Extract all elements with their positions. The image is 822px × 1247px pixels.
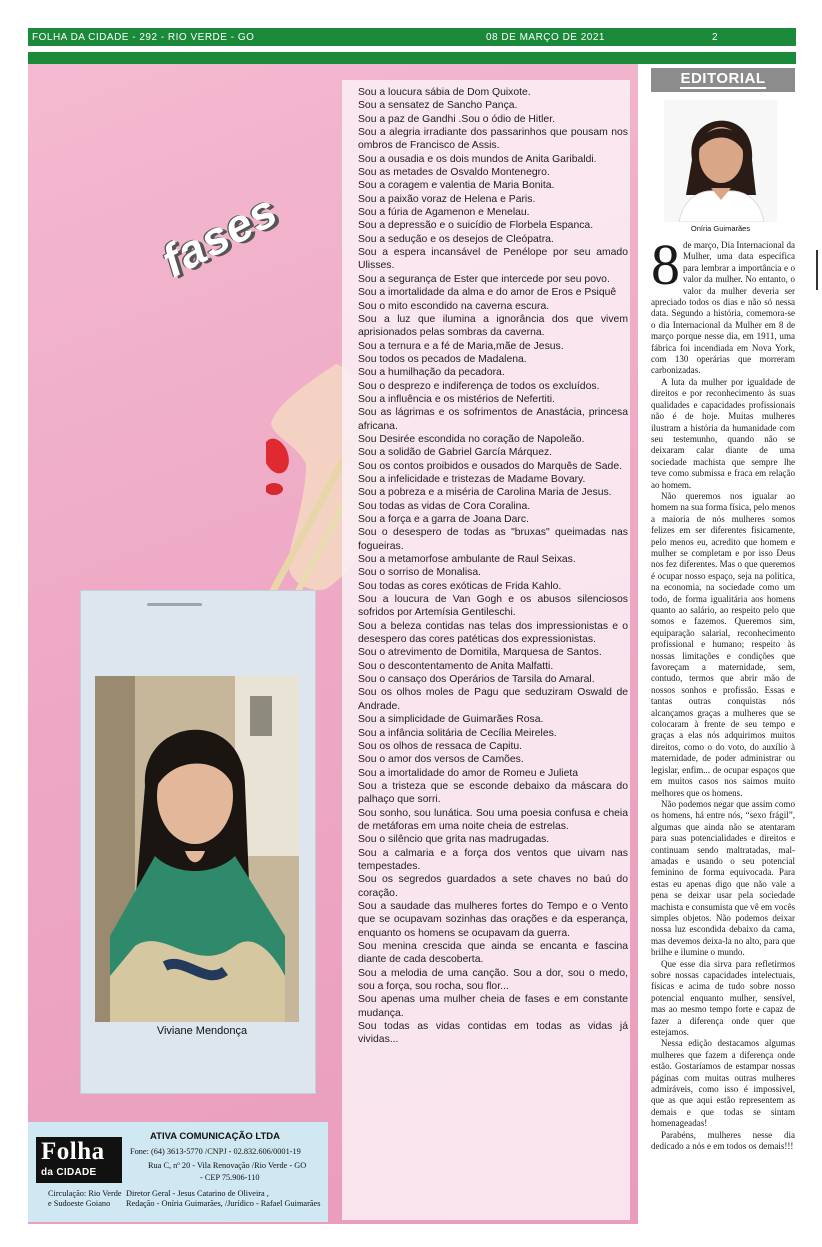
- staff-line-1: Diretor Geral - Jesus Catarino de Oliveira ,: [126, 1189, 269, 1198]
- poem-line: Sou a saudade das mulheres fortes do Tempo e o Vento que se ocupavam sozinhas das orações e da esperança, enquanto os homens se ocupavam da guerra.: [358, 900, 628, 939]
- card-slot: [147, 603, 202, 606]
- poem-line: Sou a segurança de Ester que intercede por seu povo.: [358, 273, 610, 285]
- issue-date: 08 DE MARÇO DE 2021: [486, 31, 605, 43]
- poem-line: Sou o silêncio que grita nas madrugadas.: [358, 834, 550, 846]
- poem-line: Sou a ternura e a fé de Maria,mãe de Jesus.: [358, 340, 564, 352]
- poem-line: Sou o cansaço dos Operários de Tarsila do Amaral.: [358, 674, 595, 686]
- poem-line: Sou a loucura sábia de Dom Quixote.: [358, 87, 531, 98]
- poem-line: Sou as metades de Osvaldo Montenegro.: [358, 167, 550, 179]
- circulation-line-2: e Sudoeste Goiano: [48, 1199, 111, 1208]
- poem-line: Sou o mito escondido na caverna escura.: [358, 300, 550, 312]
- poem-line: Sou a sedução e os desejos de Cleópatra.: [358, 233, 554, 245]
- photo-caption: Viviane Mendonça: [156, 1025, 248, 1037]
- poem-line: Sou a melodia de uma canção. Sou a dor, sou o medo, sou a força, sou rocha, sou flor...: [358, 967, 628, 993]
- poem-line: Sou os olhos moles de Pagu que seduziram Oswald de Andrade.: [358, 687, 628, 712]
- poem-line: Sou a força e a garra de Joana Darc.: [358, 514, 529, 525]
- header-divider: [28, 52, 796, 64]
- editorial-body: [651, 232, 795, 1153]
- editorial-paragraph: Não queremos nos igualar ao homem na sua forma física, pelo menos a maioria de nós mulheres somos felizes em ser diferentes fisicamente, pelo menos eu, acredito que homem e mulher se completam e por isso Deus nos fez diferentes. Mas o que queremos é ocupar nosso espaço, seja na política, na economia, na sociedade como um todo, de forma igualitária aos homens quanto ao salário, ao respeito pelo que somos e fazemos. Queremos sim, equiparação salarial, reconhecimento profissional e humano; respeito às nossas limitações e condições que favoreçam a maternidade, sem, contudo, termos que abrir mão de nossos sonhos e profissão. Essas e tantas outras conquistas nós alcançamos graças a mulheres que se colocaram à frente de seu tempo e graças a elas nós adquirimos muitos direitos, como o do voto, do auxílio à maternidade, de poder administrar ou legislar, enfim... de ocupar espaços que em muitos casos nos saímos muito melhores que os homens.: [651, 490, 795, 798]
- poem-line: Sou a solidão de Gabriel García Márquez.: [358, 447, 553, 459]
- company-cep: - CEP 75.906-110: [200, 1173, 260, 1182]
- poem-line: Sou o amor dos versos de Camões.: [358, 754, 524, 766]
- poem-line: Sou a alegria irradiante dos passarinhos que pousam nos ombros de Francisco de Assis.: [358, 127, 628, 152]
- newspaper-logo: [36, 1137, 122, 1183]
- editorial-paragraph: Parabéns, mulheres nesse dia dedicado a nós e em todos os demais!!!: [651, 1129, 795, 1152]
- poem-line: Sou o atrevimento de Domitila, Marquesa de Santos.: [358, 647, 602, 659]
- poem-line: Sou o desespero de todas as "bruxas" queimadas nas fogueiras.: [358, 527, 628, 552]
- editorial-paragraph: [651, 232, 795, 377]
- poem-line: Sou a espera incansável de Penélope por seu amado Ulisses.: [358, 247, 628, 272]
- poem-line: Sou a fúria de Agamenon e Menelau.: [358, 207, 530, 219]
- publication-line: FOLHA DA CIDADE - 292 - RIO VERDE - GO: [32, 31, 255, 43]
- poem-line: Sou Desirée escondida no coração de Napoleão.: [358, 433, 585, 445]
- company-address: Rua C, nº 20 - Vila Renovação /Rio Verde - GO: [148, 1161, 307, 1170]
- logo-line-2: da CIDADE: [41, 1167, 97, 1178]
- poem-line: Sou a infância solitária de Cecília Meireles.: [358, 727, 557, 739]
- drop-cap: 8: [651, 232, 680, 297]
- company-phone: Fone: (64) 3613-5770 /CNPJ - 02.832.606/0001-19: [130, 1147, 301, 1156]
- poem-line: Sou a tristeza que se esconde debaixo da máscara do palhaço que sorri.: [358, 780, 628, 806]
- poem-line: Sou a imortalidade da alma e do amor de Eros e Psiquê: [358, 287, 617, 299]
- header-bar: [28, 28, 796, 46]
- poem-line: Sou todas as cores exóticas de Frida Kahlo.: [358, 580, 562, 592]
- author-name: Oníria Guimarães: [690, 224, 751, 233]
- poem-line: Sou os contos proibidos e ousados do Marquês de Sade.: [358, 460, 622, 472]
- poem-line: Sou a pobreza e a miséria de Carolina Maria de Jesus.: [358, 487, 612, 499]
- poem-line: Sou a influência e os mistérios de Nefertiti.: [358, 393, 555, 405]
- margin-rule: [816, 250, 818, 290]
- logo-line-1: Folha: [41, 1138, 105, 1165]
- poem-line: Sou a loucura de Van Gogh e os abusos silenciosos sofridos por Artemísia Gentileschi.: [358, 594, 628, 619]
- editorial-paragraph: Que esse dia sirva para refletirmos sobre nossas capacidades intelectuais, físicas e acima de tudo sobre nosso potencial enquanto mulher, sensível, mas ao mesmo tempo forte e capaz de fazer a diferença onde quer que estejamos.: [651, 958, 795, 1038]
- author-photo: [664, 100, 777, 222]
- poem-line: Sou a infelicidade e tristezas de Madame Bovary.: [358, 473, 586, 485]
- poem-line: Sou as lágrimas e os sofrimentos de Anastácia, princesa africana.: [358, 407, 628, 432]
- poem-line: Sou a simplicidade de Guimarães Rosa.: [358, 714, 544, 726]
- poem-line: Sou a paixão voraz de Helena e Paris.: [358, 193, 536, 205]
- poem-line: Sou menina crescida que ainda se encanta e fascina diante de cada descoberta.: [358, 941, 628, 966]
- poem-line: Sou o descontentamento de Anita Malfatti.: [358, 660, 554, 672]
- poem-line: Sou a depressão e o suicídio de Florbela Espanca.: [358, 220, 594, 232]
- editorial-paragraph: A luta da mulher por igualdade de direitos e por reconhecimento às suas qualidades e capacidades profissionais não é de hoje. Muitas mulheres ilustram a história da humanidade com seu testemunho, quando não se deixaram calar diante de uma sociedade machista que sempre lhe teve como submissa e fraca em relação ao homem.: [651, 376, 795, 490]
- staff-line-2: Redação - Oníria Guimarães, /Jurídico - Rafael Guimarães: [126, 1199, 321, 1208]
- editorial-heading-text: EDITORIAL: [680, 70, 766, 87]
- page-number: 2: [712, 31, 719, 43]
- poem-line: Sou o desprezo e indiferença de todos os excluídos.: [358, 380, 600, 392]
- circulation-line-1: Circulação: Rio Verde: [48, 1189, 122, 1198]
- poem-line: Sou a humilhação da pecadora.: [358, 367, 505, 379]
- poem-line: Sou a sensatez de Sancho Pança.: [358, 100, 518, 112]
- portrait-photo: [95, 676, 299, 1022]
- poem-line: Sou os segredos guardados a sete chaves no baú do coração.: [358, 874, 628, 899]
- poem-line: Sou a paz de Gandhi .Sou o ódio de Hitler.: [358, 113, 555, 125]
- poem-line: Sou a imortalidade do amor de Romeu e Julieta: [358, 767, 579, 779]
- poem-line: Sou a ousadia e os dois mundos de Anita Garibaldi.: [358, 153, 597, 165]
- poem-line: Sou apenas uma mulher cheia de fases e em constante mudança.: [358, 994, 628, 1019]
- editorial-paragraph: Nessa edição destacamos algumas mulheres que fazem a diferença onde estão. Gostaríamos de estampar nossas páginas com muitas outras mulheres admiráveis, como isso é impossível, que as que aqui estão representem as demais e que todas se sintam homenageadas!: [651, 1038, 795, 1129]
- poem-line: Sou a beleza contidas nas telas dos impressionistas e o desespero das cores patéticas dos expressionistas.: [358, 620, 628, 646]
- poem-text: [358, 86, 628, 1047]
- poem-line: Sou os olhos de ressaca de Capitu.: [358, 740, 523, 752]
- poem-line: Sou a luz que ilumina a ignorância dos que vivem aprisionados pelas sombras da caverna.: [358, 313, 628, 339]
- company-name: ATIVA COMUNICAÇÃO LTDA: [150, 1131, 280, 1142]
- editorial-paragraph-text: de março, Dia Internacional da Mulher, uma data específica para lembrar a importância e o valor da mulher. No entanto, o valor da mulher deveria ser apreciado todos os dias e não só nessa data. Segundo a história, comemora-se o dia Internacional da Mulher em 8 de março porque nesse dia, em 1911, uma fábrica foi incendiada em Nova York, com 130 operárias que morreram carbonizadas.: [651, 240, 795, 376]
- poem-line: Sou o sorriso de Monalisa.: [358, 567, 482, 579]
- poem-line: Sou todas as vidas contidas em todas as vidas já vividas...: [358, 1021, 628, 1046]
- feature-title: fases: [153, 183, 286, 288]
- poem-line: Sou todas as vidas de Cora Coralina.: [358, 500, 531, 512]
- editorial-paragraph: Não podemos negar que assim como os homens, há entre nós, “sexo frágil”, algumas que ainda não se atentaram para suas potencialidades e direitos e continuam sendo maltratadas, mal-amadas e usando o seu potencial feminino de forma equivocada. Para estas eu apenas digo que não vale a pena se deixar usar pela sociedade machista e consumista que vê em vocês simples objetos. Não podemos deixar nossa luz escondida debaixo da cama, mas devemos deixa-la no alto, para que brilhe e ilumine o mundo.: [651, 798, 795, 958]
- poem-line: Sou todos os pecados de Madalena.: [358, 353, 527, 365]
- poem-line: Sou sonho, sou lunática. Sou uma poesia confusa e cheia de metáforas em uma noite cheia de estrelas.: [358, 807, 628, 832]
- poem-line: Sou a coragem e valentia de Maria Bonita.: [358, 180, 555, 192]
- poem-line: Sou a calmaria e a força dos ventos que uivam nas tempestades.: [358, 847, 628, 872]
- editorial-heading: [651, 68, 795, 92]
- poem-line: Sou a metamorfose ambulante de Raul Seixas.: [358, 554, 576, 566]
